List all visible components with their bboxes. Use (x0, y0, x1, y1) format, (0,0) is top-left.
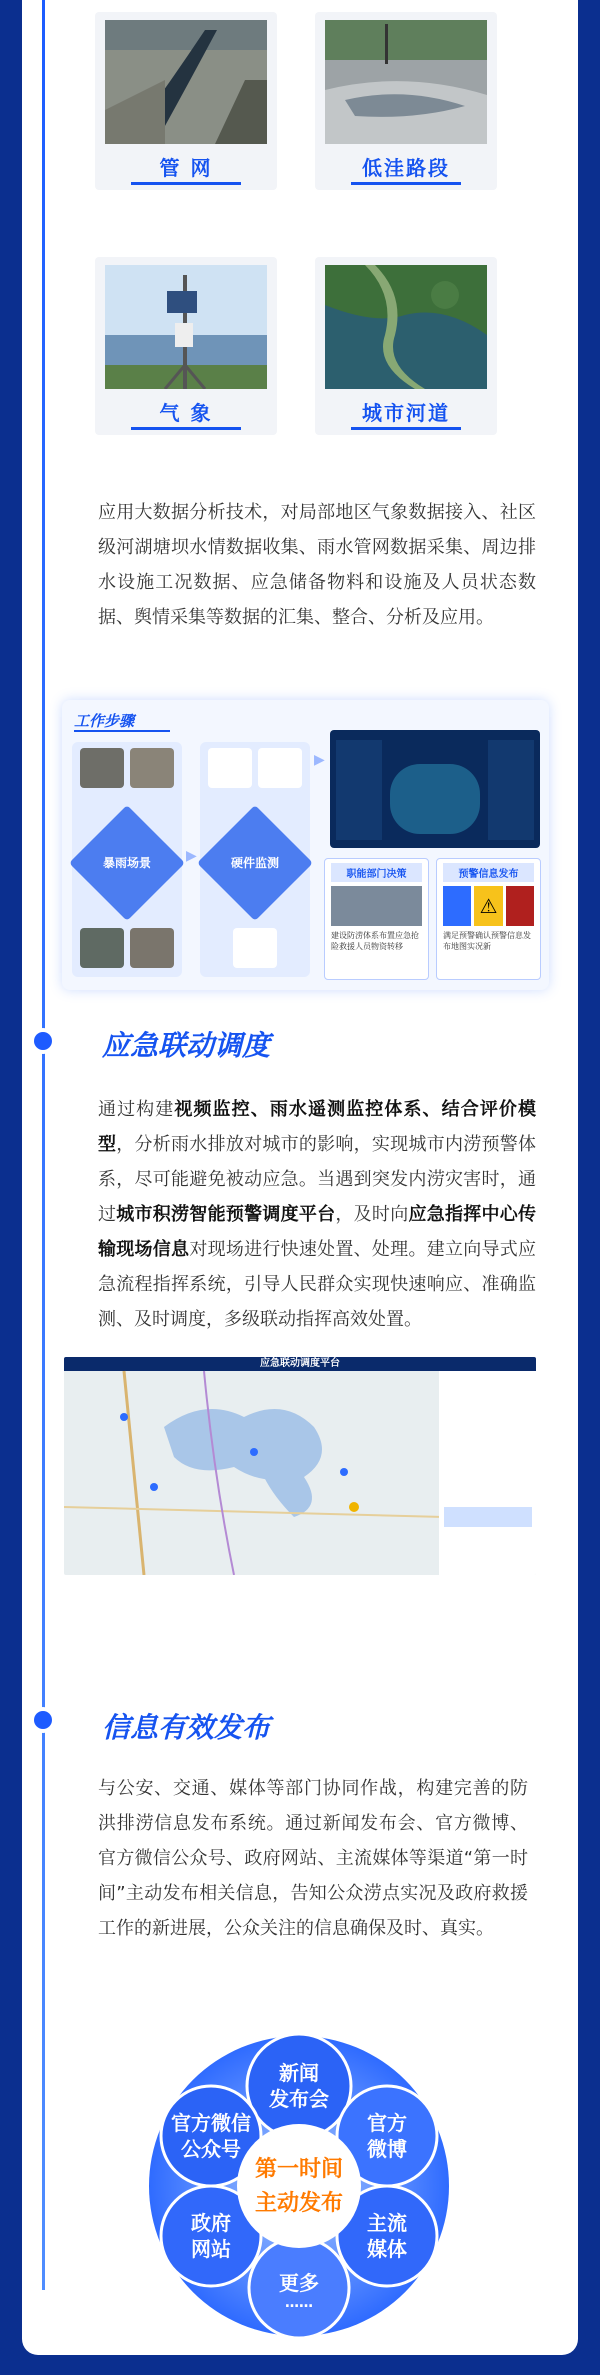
card-photo (331, 886, 422, 926)
workflow-heading: 工作步骤 (74, 712, 135, 730)
segment-line: 主流 (367, 2211, 407, 2235)
segment-line: 政府 (191, 2211, 231, 2235)
timeline-dot (34, 1032, 52, 1050)
segment-media (347, 2210, 427, 2262)
segment-more (259, 2270, 339, 2310)
workflow-diagram (62, 700, 549, 990)
text-span: 通过构建 (98, 1099, 175, 1120)
card-title: 职能部门决策 (331, 863, 422, 882)
center-line: 第一时间 (254, 2156, 343, 2182)
scene-cluster (72, 742, 182, 977)
hardware-node-label: 硬件监测 (230, 856, 279, 870)
arrow-icon: ▶ (314, 752, 325, 768)
photo-pipe-network (95, 12, 277, 190)
segment-line: 网站 (191, 2237, 231, 2261)
center-line: 主动发布 (254, 2190, 343, 2216)
card-icons (443, 886, 534, 926)
bold-span: 城市积涝智能预警调度平台 (116, 1204, 336, 1225)
photo-caption: 低洼路段 (362, 156, 450, 180)
more-dots: …… (285, 2295, 313, 2311)
segment-line: 更多 (279, 2271, 319, 2295)
scene-photo (80, 748, 124, 788)
intro-paragraph: 应用大数据分析技术，对局部地区气象数据接入、社区级河湖塘坝水情数据收集、雨水管网数据采集、周边排水设施工况数据、应急储备物料和设施及人员状态数据、舆情采集等数据的汇集、整合、分析及应用。 (98, 502, 536, 628)
photo-low-road (315, 12, 497, 190)
segment-line: 发布会 (269, 2087, 329, 2111)
segment-line: 公众号 (181, 2137, 241, 2161)
photo-river (315, 257, 497, 435)
photo-caption: 管 网 (159, 156, 213, 180)
dashboard-map (390, 764, 480, 834)
caption-underline (131, 182, 241, 185)
screenshot-title: 应急联动调度平台 (260, 1358, 340, 1369)
weather-station-image (105, 265, 267, 389)
card-title: 预警信息发布 (443, 863, 534, 882)
timeline-dot (34, 1711, 52, 1729)
photo-caption: 城市河道 (362, 401, 450, 425)
segment-weibo (347, 2110, 427, 2162)
caption-underline (131, 427, 241, 430)
dashboard-preview (330, 730, 540, 848)
dispatch-platform-screenshot (64, 1357, 536, 1575)
text-span: 对现场进行快速处置、处理。建立向导式应急流程指挥系统，引导人民群众实现快速响应、准确监测、及时调度，多级联动指挥高效处置。 (98, 1239, 537, 1330)
caption-underline (351, 182, 461, 185)
segment-line: 微博 (367, 2137, 407, 2161)
dashboard-side (488, 740, 534, 840)
hardware-cluster (200, 742, 310, 977)
text-span: ，分析雨水排放对城市的影响，实现城市内涝预警体系，尽可能避免被动应急。当遇到突发内涝灾害时，通过 (98, 1134, 537, 1225)
hardware-photo (208, 748, 252, 788)
segment-line: 官方 (367, 2111, 407, 2135)
pipe-network-image (105, 20, 267, 144)
section-title-emergency: 应急联动调度 (102, 1029, 271, 1062)
river-image (325, 265, 487, 389)
photo-weather (95, 257, 277, 435)
caption-underline (351, 427, 461, 430)
segment-line: 新闻 (279, 2061, 319, 2085)
low-road-image (325, 20, 487, 144)
scene-photo (80, 928, 124, 968)
segment-news (249, 2060, 349, 2112)
emergency-paragraph (98, 1092, 536, 1337)
publish-paragraph: 与公安、交通、媒体等部门协同作战，构建完善的防洪排涝信息发布系统。通过新闻发布会、官方微博、官方微信公众号、政府网站、主流媒体等渠道“第一时间”主动发布相关信息，告知公众涝点实况及政府救援工作的新进展，公众关注的信息确保及时、真实。 (98, 1778, 528, 1939)
card-text: 满足预警确认预警信息发布地图实况新 (443, 931, 531, 951)
card-text: 建设防涝体系布置应急抢险救援人员物资转移 (331, 931, 419, 951)
segment-line: 媒体 (367, 2237, 407, 2261)
bold-span: 视频监控、雨水遥测监控体系、结合评价模型 (98, 1099, 537, 1155)
arrow-icon: ▶ (186, 848, 197, 864)
scene-photo (130, 928, 174, 968)
hardware-photo (258, 748, 302, 788)
dashboard-side (336, 740, 382, 840)
bold-span: 应急指挥中心传输现场信息 (98, 1204, 537, 1260)
phone-icon (443, 886, 471, 926)
segment-line: 官方微信 (171, 2111, 251, 2135)
timeline-line (42, 0, 45, 2290)
siren-icon (506, 886, 534, 926)
hardware-photo (233, 928, 277, 968)
channel-wheel (143, 2030, 455, 2342)
alert-card (436, 858, 541, 980)
scene-node-label: 暴雨场景 (102, 856, 151, 870)
scene-photo (130, 748, 174, 788)
photo-caption: 气 象 (159, 401, 213, 425)
decision-card (324, 858, 429, 980)
heading-underline (74, 730, 170, 732)
warning-icon: ⚠ (474, 886, 502, 926)
center-label (239, 2152, 359, 2220)
text-span: ，及时向 (335, 1204, 409, 1225)
section-title-publish: 信息有效发布 (102, 1711, 271, 1744)
